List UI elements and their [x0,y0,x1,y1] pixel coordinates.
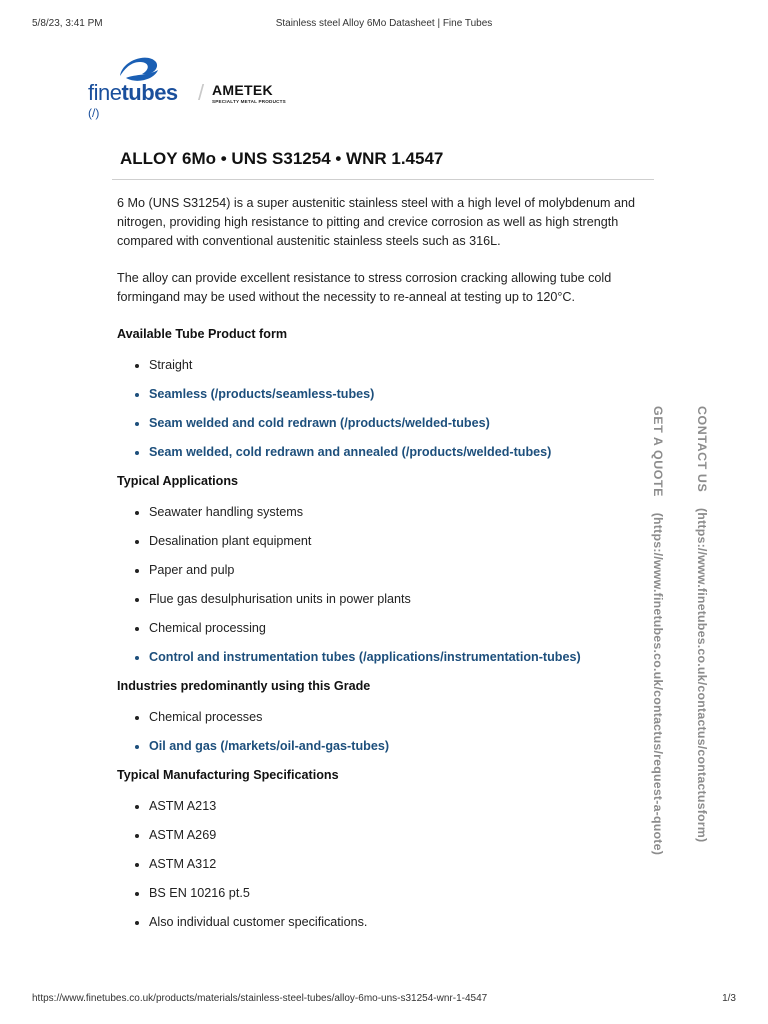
ametek-wordmark: AMETEK [212,82,273,98]
ametek-logo [212,82,286,104]
list-item: • BS EN 10216 pt.5 [149,884,637,903]
product-form-heading: Available Tube Product form [117,327,288,341]
list-item: • Chemical processing [149,619,637,638]
print-page-url: https://www.finetubes.co.uk/products/materials/stainless-steel-tubes/alloy-6mo-uns-s31254-wnr-1-4547 [32,993,488,1004]
get-a-quote-label: GET A QUOTE [651,406,665,498]
logo-divider: / [198,80,205,105]
contact-us-url: (https://www.finetubes.co.uk/contactus/contactusform) [695,507,709,843]
seamless-tubes-link[interactable]: • Seamless (/products/seamless-tubes) [149,385,637,404]
list-item: • Also individual customer specifications. [149,913,637,932]
applications-heading: Typical Applications [117,474,239,488]
list-item: • Desalination plant equipment [149,532,637,551]
seam-welded-redrawn-link[interactable]: • Seam welded and cold redrawn (/products/welded-tubes) [149,414,637,433]
ametek-tagline: SPECIALTY METAL PRODUCTS [212,99,286,104]
page-title: ALLOY 6Mo • UNS S31254 • WNR 1.4547 [120,149,444,168]
title-divider [112,179,654,180]
product-form-list [117,356,637,462]
industries-heading: Industries predominantly using this Grade [117,679,371,693]
applications-list [117,503,637,667]
intro-paragraph-1: 6 Mo (UNS S31254) is a super austenitic stainless steel with a high level of molybdenum and nitrogen, providing high resistance to pitting and crevice corrosion as well as high strength compared with conventional austenitic stainless steels such as 316L. [117,196,636,248]
contact-us-label: CONTACT US [695,406,709,493]
list-item: • Flue gas desulphurisation units in power plants [149,590,637,609]
contact-us-link[interactable] [695,406,709,842]
list-item: • Chemical processes [149,708,637,727]
list-item: • ASTM A213 [149,797,637,816]
get-a-quote-url: (https://www.finetubes.co.uk/contactus/request-a-quote) [651,512,665,856]
finetubes-wordmark: finetubes [88,80,178,105]
seam-welded-annealed-link[interactable]: • Seam welded, cold redrawn and annealed (/products/welded-tubes) [149,443,637,462]
get-a-quote-link[interactable] [651,406,665,855]
print-date: 5/8/23, 3:41 PM [32,18,103,29]
list-item: • ASTM A312 [149,855,637,874]
instrumentation-tubes-link[interactable]: • Control and instrumentation tubes (/applications/instrumentation-tubes) [149,648,637,667]
print-page-number: 1/3 [722,993,736,1004]
datasheet-content [117,194,637,942]
specifications-list [117,797,637,932]
home-link[interactable]: (/) [88,106,100,120]
oil-and-gas-link[interactable]: • Oil and gas (/markets/oil-and-gas-tubes) [149,737,637,756]
intro-paragraph-2: The alloy can provide excellent resistance to stress corrosion cracking allowing tube cold formingand may be used without the necessity to re-anneal at testing up to 120°C. [117,271,612,304]
list-item: • Straight [149,356,637,375]
list-item: • Paper and pulp [149,561,637,580]
industries-list [117,708,637,756]
site-logo[interactable] [88,54,308,124]
specifications-heading: Typical Manufacturing Specifications [117,768,339,782]
list-item: • ASTM A269 [149,826,637,845]
print-doc-title: Stainless steel Alloy 6Mo Datasheet | Fine Tubes [275,18,493,29]
list-item: • Seawater handling systems [149,503,637,522]
